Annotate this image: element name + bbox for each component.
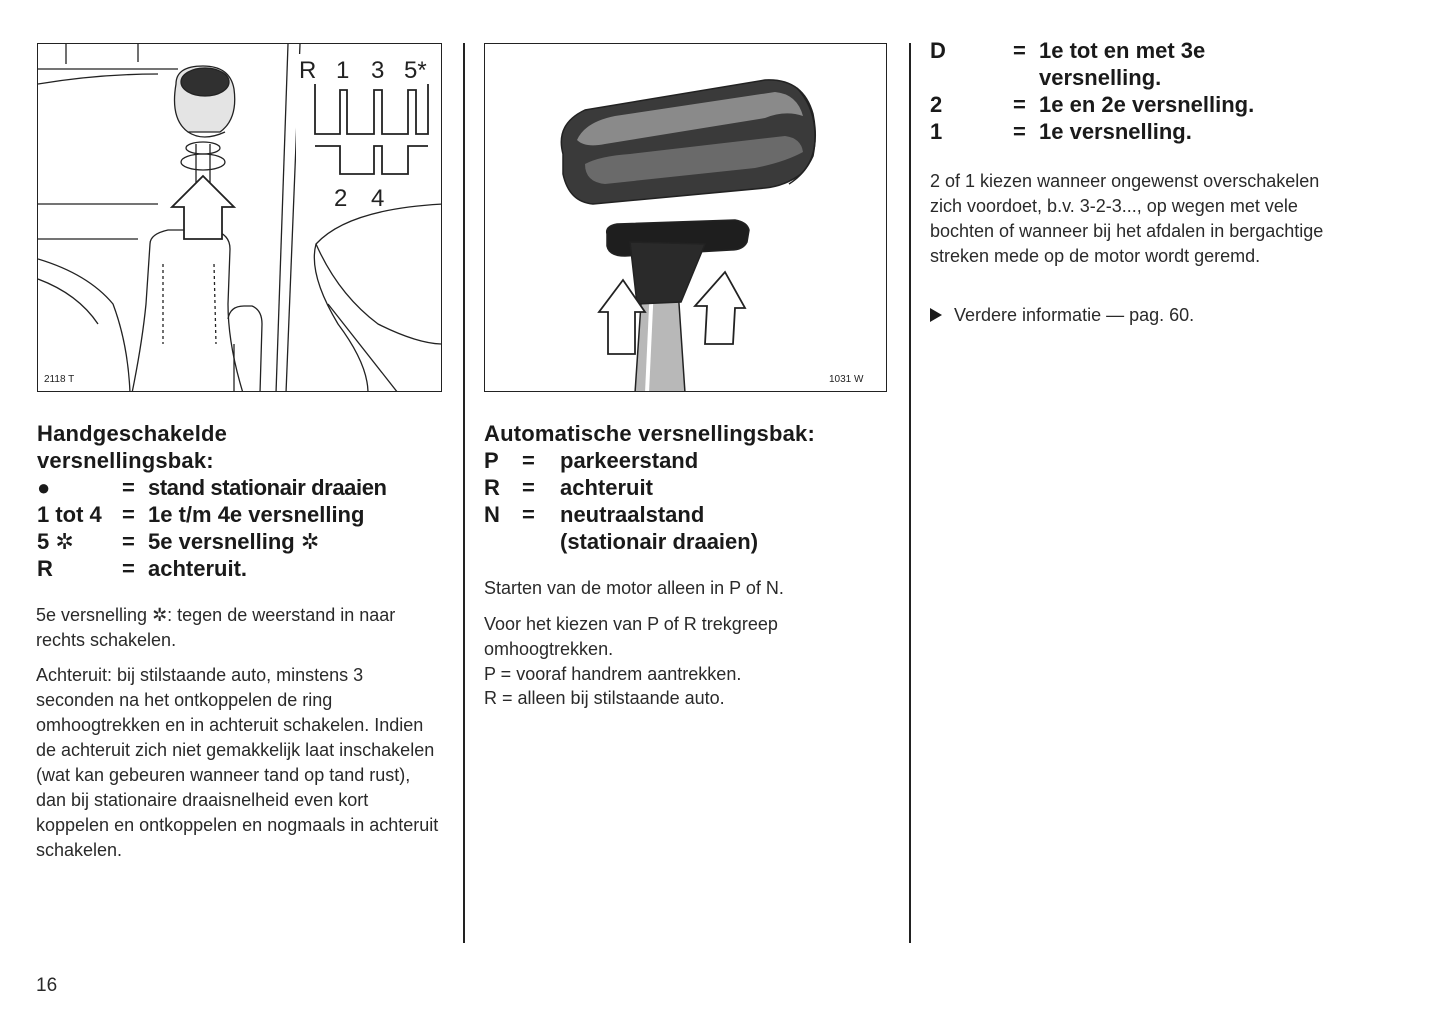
definition-key: 5 ✲	[37, 529, 74, 554]
triangle-bullet-icon	[930, 308, 942, 322]
definition-key: P	[484, 448, 499, 473]
definition-eq: =	[1013, 38, 1026, 63]
definition-value: 1e t/m 4e versnelling	[148, 502, 365, 527]
gate-label-r: R	[299, 57, 317, 84]
gate-label-2: 2	[334, 185, 348, 212]
definition-value: parkeerstand	[560, 448, 699, 473]
definition-eq: =	[122, 556, 135, 581]
column-divider	[463, 43, 465, 943]
definition-row	[37, 555, 387, 582]
definition-value: 1e tot en met 3e	[1039, 38, 1206, 63]
definition-value-continued: versnelling.	[1039, 65, 1162, 90]
definition-key: D	[930, 38, 946, 63]
manual-gearshift-figure	[37, 43, 442, 392]
gate-label-5: 5*	[404, 57, 427, 84]
figure-code: 2118 T	[44, 374, 75, 385]
automatic-heading: Automatische versnellingsbak:	[484, 421, 816, 446]
definition-key: 2	[930, 92, 943, 117]
page-number: 16	[36, 975, 58, 996]
definition-eq: =	[1013, 92, 1026, 117]
definition-value: neutraalstand	[560, 502, 705, 527]
definition-eq: =	[122, 529, 135, 554]
reverse-note: R = alleen bij stilstaande auto.	[484, 688, 725, 708]
gate-label-4: 4	[371, 185, 385, 212]
figure-code: 1031 W	[829, 374, 864, 385]
automatic-selector-figure	[484, 43, 887, 392]
definition-eq: =	[122, 502, 135, 527]
manual-heading-line2: versnellingsbak:	[37, 448, 214, 473]
manual-heading-line1: Handgeschakelde	[37, 421, 228, 446]
reverse-gear-note: Achteruit: bij stilstaande auto, minstens 3 seconden na het ontkoppelen de ring omhoogtrekken en in achteruit schakelen. Indien de achteruit zich niet gemakkelijk laat inschakelen (wat kan gebeuren wanneer tand op tand rust), dan bij stationaire draaisnelheid even kort koppelen en ontkoppelen en nogmaals in achteruit schakelen.	[36, 665, 439, 860]
select-note: Voor het kiezen van P of R trekgreep omhoogtrekken.	[484, 614, 778, 659]
gate-label-1: 1	[336, 57, 350, 84]
manual-heading	[37, 420, 227, 474]
definition-row	[484, 447, 758, 474]
more-info-reference	[930, 303, 1330, 328]
definition-row	[484, 501, 758, 528]
fifth-gear-note: 5e versnelling ✲: tegen de weerstand in naar rechts schakelen.	[36, 605, 396, 650]
column-divider	[909, 43, 911, 943]
definition-eq: =	[522, 475, 535, 500]
definition-key: 1	[930, 119, 943, 144]
definition-key: R	[484, 475, 500, 500]
manual-gear-definitions	[37, 474, 387, 582]
gate-label-3: 3	[371, 57, 385, 84]
definition-eq: =	[1013, 119, 1026, 144]
automatic-selector-illustration	[485, 44, 887, 392]
definition-eq: =	[522, 448, 535, 473]
more-info-text: Verdere informatie — pag. 60.	[954, 305, 1195, 325]
automatic-gear-definitions	[484, 447, 758, 555]
definition-key: R	[37, 556, 53, 581]
definition-row	[930, 118, 1254, 145]
definition-value: achteruit	[560, 475, 653, 500]
definition-value: 5e versnelling ✲	[148, 529, 320, 554]
definition-key: ●	[37, 475, 51, 500]
definition-key: 1 tot 4	[37, 502, 102, 527]
definition-value: 1e versnelling.	[1039, 119, 1192, 144]
definition-value: 1e en 2e versnelling.	[1039, 92, 1255, 117]
definition-key: N	[484, 502, 500, 527]
park-note: P = vooraf handrem aantrekken.	[484, 664, 742, 684]
drive-range-definitions	[930, 37, 1254, 145]
definition-row	[37, 501, 387, 528]
definition-row	[37, 528, 387, 555]
low-range-note: 2 of 1 kiezen wanneer ongewenst overschakelen zich voordoet, b.v. 3-2-3..., op wegen met vele bochten of wanneer bij het afdalen in bergachtige streken mede op de motor wordt geremd.	[930, 171, 1324, 266]
definition-row	[484, 474, 758, 501]
definition-row-continued	[484, 528, 758, 555]
start-note: Starten van de motor alleen in P of N.	[484, 578, 784, 598]
definition-row	[37, 474, 387, 501]
definition-eq: =	[122, 475, 135, 500]
manual-gearshift-illustration	[38, 44, 442, 392]
definition-row	[930, 91, 1254, 118]
definition-value-continued: (stationair draaien)	[560, 529, 759, 554]
definition-row	[930, 37, 1254, 64]
definition-value: achteruit.	[148, 556, 248, 581]
definition-value: stand stationair draaien	[148, 475, 387, 500]
definition-eq: =	[522, 502, 535, 527]
definition-row-continued	[930, 64, 1254, 91]
